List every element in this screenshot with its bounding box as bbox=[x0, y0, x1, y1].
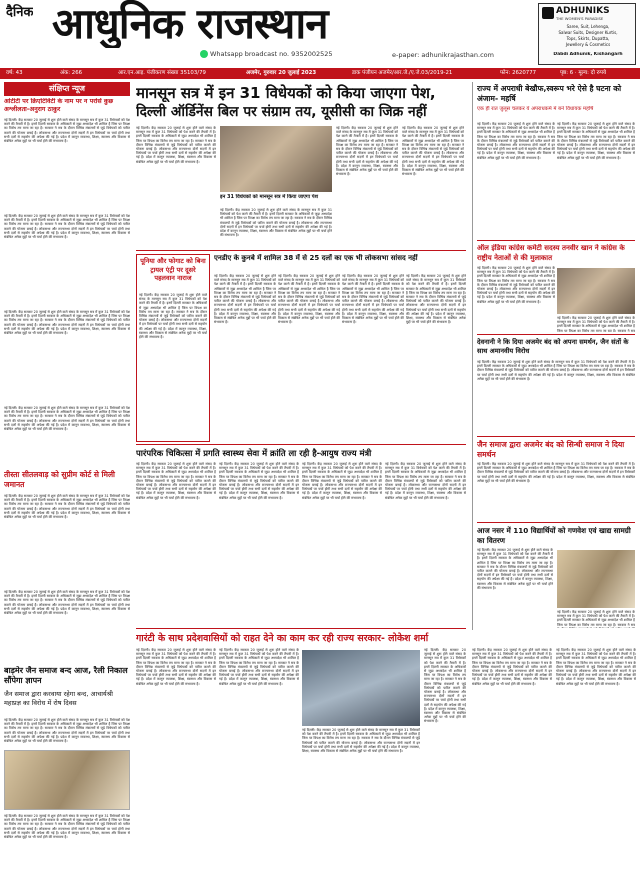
article-text: नई दिल्ली। केंद्र सरकार 20 जुलाई से शुरू होने वाले संसद के मानसून सत्र में कुल 31 विधेयकों को पेश करने की तैयारी में है। इनमें दिल्ली सरकार के अधिकारों से जुड़ा अध्यादेश भी शामिल है जिस पर विपक्ष का विरोध तय माना जा रहा है। सरकार ने सत्र के दौरान विभिन्न मंत्रालयों से जुड़े विधेयकों को पारित कराने की योजना बनाई है। लोकसभा और राज्यसभा दोनों सदनों में इन विधेयकों पर चर्चा होगी तथा सभी दलों से सहयोग की अपेक्षा की गई है। प्रदेश में कानून व्यवस्था, शिक्षा, स्वास्थ्य और विकास से संबंधित अनेक मुद्दों पर भी चर्चा होने की संभावना है। bbox=[4, 406, 130, 432]
divider bbox=[136, 628, 466, 629]
right-headline-4: जैन समाज द्वारा अजमेर बंद को सिन्धी समाज ने दिया समर्थन bbox=[477, 440, 625, 459]
article-text: नई दिल्ली। केंद्र सरकार 20 जुलाई से शुरू होने वाले संसद के मानसून सत्र में कुल 31 विधेयकों को पेश करने की तैयारी में है। इनमें दिल्ली सरकार के अधिकारों से जुड़ा अध्यादेश भी शामिल है जिस पर विपक्ष का विरोध तय माना जा रहा है। सरकार ने सत्र के दौरान विभिन्न मंत्रालयों से जुड़े विधेयकों को पारित कराने की योजना बनाई है। लोकसभा और राज्यसभा दोनों सदनों में इन विधेयकों पर चर्चा होगी तथा सभी दलों से सहयोग की अपेक्षा की गई है। प्रदेश में कानून व्यवस्था, शिक्षा, स्वास्थ्य और विकास से संबंधित अनेक मुद्दों पर भी चर्चा होने की संभावना है। bbox=[4, 590, 130, 616]
left-headline-3: बाड़मेर जैन समाज बन्द आज, रैली निकाल सौंपेगा ज्ञापन bbox=[4, 666, 128, 685]
health-headline: पारंपरिक चिकित्सा में प्रगति स्वास्थ्य सेवा में क्रांति ला रही है-आयुष राज्य मंत्री bbox=[136, 448, 372, 458]
bottom-article-text: नई दिल्ली। केंद्र सरकार 20 जुलाई से शुरू होने वाले संसद के मानसून सत्र में कुल 31 विधेयकों को पेश करने की तैयारी में है। इनमें दिल्ली सरकार के अधिकारों से जुड़ा अध्यादेश भी शामिल है जिस पर विपक्ष का विरोध तय माना जा रहा है। सरकार ने सत्र के दौरान विभिन्न मंत्रालयों से जुड़े विधेयकों को पारित कराने की योजना बनाई है। लोकसभा और राज्यसभा दोनों सदनों में इन विधेयकों पर चर्चा होगी तथा सभी दलों से सहयोग की अपेक्षा की गई है। प्रदेश में कानून व्यवस्था, शिक्षा, स्वास्थ्य और विकास से संबंधित अनेक मुद्दों पर भी चर्चा होने की संभावना है। bbox=[302, 728, 420, 754]
right-headline-3: देवनानी ने कि दिया अजमेर बंद को अपना समर्थन, जैन संतों के साथ अमानवीय विरोध bbox=[477, 338, 629, 355]
bottom-article-text: नई दिल्ली। केंद्र सरकार 20 जुलाई से शुरू होने वाले संसद के मानसून सत्र में कुल 31 विधेयकों को पेश करने की तैयारी में है। इनमें दिल्ली सरकार के अधिकारों से जुड़ा अध्यादेश भी शामिल है जिस पर विपक्ष का विरोध तय माना जा रहा है। सरकार ने सत्र के दौरान विभिन्न मंत्रालयों से जुड़े विधेयकों को पारित कराने की योजना बनाई है। लोकसभा और राज्यसभा दोनों सदनों में इन विधेयकों पर चर्चा होगी तथा सभी दलों से सहयोग की अपेक्षा की गई है। प्रदेश में कानून व्यवस्था, शिक्षा, स्वास्थ्य और विकास से संबंधित अनेक मुद्दों पर भी चर्चा होने की संभावना है। bbox=[556, 648, 636, 686]
masthead-title: आधुनिक राजस्थान bbox=[52, 0, 328, 48]
lead-article-text: नई दिल्ली। केंद्र सरकार 20 जुलाई से शुरू होने वाले संसद के मानसून सत्र में कुल 31 विधेयकों को पेश करने की तैयारी में है। इनमें दिल्ली सरकार के अधिकारों से जुड़ा अध्यादेश भी शामिल है जिस पर विपक्ष का विरोध तय माना जा रहा है। सरकार ने सत्र के दौरान विभिन्न मंत्रालयों से जुड़े विधेयकों को पारित कराने की योजना बनाई है। लोकसभा और राज्यसभा दोनों सदनों में इन विधेयकों पर चर्चा होगी तथा सभी दलों से सहयोग की अपेक्षा की गई है। प्रदेश में कानून व्यवस्था, शिक्षा, स्वास्थ्य और विकास से संबंधित अनेक मुद्दों पर भी चर्चा होने की संभावना है। bbox=[136, 126, 216, 164]
left-column bbox=[4, 82, 130, 868]
right-subhead-1: एक ही रात जुलूस चलकर ये अपराधकर्म में बने विधायक महर्षि bbox=[477, 106, 594, 112]
lead-article-text: नई दिल्ली। केंद्र सरकार 20 जुलाई से शुरू होने वाले संसद के मानसून सत्र में कुल 31 विधेयकों को पेश करने की तैयारी में है। इनमें दिल्ली सरकार के अधिकारों से जुड़ा अध्यादेश भी शामिल है जिस पर विपक्ष का विरोध तय माना जा रहा है। सरकार ने सत्र के दौरान विभिन्न मंत्रालयों से जुड़े विधेयकों को पारित कराने की योजना बनाई है। लोकसभा और राज्यसभा दोनों सदनों में इन विधेयकों पर चर्चा होगी तथा सभी दलों से सहयोग की अपेक्षा की गई है। प्रदेश में कानून व्यवस्था, शिक्षा, स्वास्थ्य और विकास से संबंधित अनेक मुद्दों पर भी चर्चा होने की संभावना है। bbox=[402, 126, 464, 177]
divider bbox=[477, 436, 635, 437]
left-headline-1: ओटीटी पर क्रिएटिविटी के नाम पर न परोसें कुछ अश्लीलता-अनुराग ठाकुर bbox=[4, 98, 114, 113]
divider bbox=[136, 250, 466, 251]
nda-article-text: नई दिल्ली। केंद्र सरकार 20 जुलाई से शुरू होने वाले संसद के मानसून सत्र में कुल 31 विधेयकों को पेश करने की तैयारी में है। इनमें दिल्ली सरकार के अधिकारों से जुड़ा अध्यादेश भी शामिल है जिस पर विपक्ष का विरोध तय माना जा रहा है। सरकार ने सत्र के दौरान विभिन्न मंत्रालयों से जुड़े विधेयकों को पारित कराने की योजना बनाई है। लोकसभा और राज्यसभा दोनों सदनों में इन विधेयकों पर चर्चा होगी तथा सभी दलों से सहयोग की अपेक्षा की गई है। प्रदेश में कानून व्यवस्था, शिक्षा, स्वास्थ्य और विकास से संबंधित अनेक मुद्दों पर भी चर्चा होने की संभावना है। bbox=[278, 274, 340, 325]
article-text: नई दिल्ली। केंद्र सरकार 20 जुलाई से शुरू होने वाले संसद के मानसून सत्र में कुल 31 विधेयकों को पेश करने की तैयारी में है। इनमें दिल्ली सरकार के अधिकारों से जुड़ा अध्यादेश भी शामिल है जिस पर विपक्ष का विरोध तय माना जा रहा है। सरकार ने सत्र bbox=[557, 610, 635, 627]
poonia-headline: पूनिया और फोगाट को बिना ट्रायल एंट्री पर दूसरे पहलवान नाराज bbox=[140, 257, 206, 282]
article-text: नई दिल्ली। केंद्र सरकार 20 जुलाई से शुरू होने वाले संसद के मानसून सत्र में कुल 31 विधेयकों को पेश करने की तैयारी में है। इनमें दिल्ली सरकार के अधिकारों से जुड़ा अध्यादेश भी शामिल है जिस पर विपक्ष का विरोध तय माना जा रहा है। सरकार ने सत्र के दौरान विभिन्न मंत्रालयों से जुड़े विधेयकों को पारित कराने की योजना बनाई है। लोकसभा और राज्यसभा दोनों सदनों में इन विधेयकों पर चर्चा होगी तथा सभी दलों से सहयोग की अपेक्षा की गई है। प्रदेश में कानून व्यवस्था, शिक्षा, स्वास्थ्य और विकास से संबंधित अनेक मुद्दों पर भी चर्चा होने की संभावना है। bbox=[4, 814, 130, 840]
nda-article-text: नई दिल्ली। केंद्र सरकार 20 जुलाई से शुरू होने वाले संसद के मानसून सत्र में कुल 31 विधेयकों को पेश करने की तैयारी में है। इनमें दिल्ली सरकार के अधिकारों से जुड़ा अध्यादेश भी शामिल है जिस पर विपक्ष का विरोध तय माना जा रहा है। सरकार ने सत्र के दौरान विभिन्न मंत्रालयों से जुड़े विधेयकों को पारित कराने की योजना बनाई है। लोकसभा और राज्यसभा दोनों सदनों में इन विधेयकों पर चर्चा होगी तथा सभी दलों से सहयोग की अपेक्षा की गई है। प्रदेश में कानून व्यवस्था, शिक्षा, स्वास्थ्य और विकास से संबंधित अनेक मुद्दों पर भी चर्चा होने की संभावना है। bbox=[342, 274, 404, 325]
students-photo bbox=[557, 550, 635, 608]
bottom-article-text: नई दिल्ली। केंद्र सरकार 20 जुलाई से शुरू होने वाले संसद के मानसून सत्र में कुल 31 विधेयकों को पेश करने की तैयारी में है। इनमें दिल्ली सरकार के अधिकारों से जुड़ा अध्यादेश भी शामिल है जिस पर विपक्ष का विरोध तय माना जा रहा है। सरकार ने सत्र के दौरान विभिन्न मंत्रालयों से जुड़े विधेयकों को पारित कराने की योजना बनाई है। लोकसभा और राज्यसभा दोनों सदनों में इन विधेयकों पर चर्चा होगी तथा सभी दलों से सहयोग की अपेक्षा की गई है। प्रदेश में कानून व्यवस्था, शिक्षा, स्वास्थ्य और विकास से संबंधित अनेक मुद्दों पर भी चर्चा होने की संभावना है। bbox=[424, 648, 466, 724]
ad-line: Jewellery & Cosmetics bbox=[565, 42, 611, 47]
article-text: नई दिल्ली। केंद्र सरकार 20 जुलाई से शुरू होने वाले संसद के मानसून सत्र में कुल 31 विधेयकों को पेश करने की तैयारी में है। इनमें दिल्ली सरकार के अधिकारों से जुड़ा अध्यादेश भी शामिल है जिस पर विपक्ष का विरोध तय माना जा रहा है। सरकार ने सत्र के दौरान विभिन्न मंत्रालयों से जुड़े विधेयकों को पारित कराने की योजना बनाई है। लोकसभा और राज्यसभा दोनों सदनों में इन विधेयकों पर चर्चा होगी तथा सभी दलों से सहयोग की अपेक्षा की गई है। प्रदेश में कानून व्यवस्था, शिक्षा, स्वास्थ्य और विकास से संबंधित अनेक मुद्दों पर भी चर्चा होने की संभावना है। bbox=[477, 266, 555, 304]
article-text: नई दिल्ली। केंद्र सरकार 20 जुलाई से शुरू होने वाले संसद के मानसून सत्र में कुल 31 विधेयकों को पेश करने की तैयारी में है। इनमें दिल्ली सरकार के अधिकारों से जुड़ा अध्यादेश भी शामिल है जिस पर विपक्ष का विरोध तय माना जा रहा है। सरकार ने सत्र के दौरान विभिन्न मंत्रालयों से जुड़े विधेयकों को पारित कराने की योजना बनाई है। लोकसभा और राज्यसभा दोनों सदनों में इन विधेयकों पर चर्चा होगी तथा सभी दलों से सहयोग की अपेक्षा की गई है। प्रदेश में कानून व्यवस्था, शिक्षा, स्वास्थ्य और विकास से संबंधित अनेक मुद्दों पर भी चर्चा होने की संभावना है। bbox=[4, 494, 130, 520]
nda-headline: एनडीए के कुनबे में शामिल 38 में से 25 दलों का एक भी लोकसभा सांसद नहीं bbox=[214, 254, 418, 262]
lead-photo-caption: इन 31 विधेयकों को मानसून सत्र में किया जाएगा पेश bbox=[220, 194, 318, 200]
ad-line: Salwar Suits, Designer Kurtis, bbox=[558, 30, 618, 35]
left-subhead-3: जैन समाज द्वारा करवाया रहेगा बन्द, आचार्यश्री महाप्रज्ञ का विरोध में रोष दिवस bbox=[4, 690, 113, 707]
masthead-whatsapp: Whatsapp broadcast no. 9352002525 bbox=[200, 50, 333, 58]
divider bbox=[477, 240, 635, 241]
dateline-pages: पृष्ठ: 6 · मूल्य: दो रुपये bbox=[560, 70, 607, 76]
article-text: नई दिल्ली। केंद्र सरकार 20 जुलाई से शुरू होने वाले संसद के मानसून सत्र में कुल 31 विधेयकों को पेश करने की तैयारी में है। इनमें दिल्ली सरकार के अधिकारों से जुड़ा अध्यादेश भी शामिल है जिस पर विपक्ष का विरोध तय माना जा रहा है। सरकार ने सत्र के दौरान विभिन्न मंत्रालयों से जुड़े विधेयकों को पारित कराने की योजना बनाई है। लोकसभा और राज्यसभा दोनों सदनों में इन विधेयकों पर चर्चा होगी तथा सभी दलों से सहयोग की अपेक्षा की गई है। प्रदेश में कानून व्यवस्था, शिक्षा, स्वास्थ्य और विकास से संबंधित अनेक मुद्दों पर भी चर्चा होने की संभावना है। bbox=[477, 360, 635, 381]
dateline-phone: फोन: 2620777 bbox=[500, 70, 537, 76]
lead-article-text: नई दिल्ली। केंद्र सरकार 20 जुलाई से शुरू होने वाले संसद के मानसून सत्र में कुल 31 विधेयकों को पेश करने की तैयारी में है। इनमें दिल्ली सरकार के अधिकारों से जुड़ा अध्यादेश भी शामिल है जिस पर विपक्ष का विरोध तय माना जा रहा है। सरकार ने सत्र के दौरान विभिन्न मंत्रालयों से जुड़े विधेयकों को पारित कराने की योजना बनाई है। लोकसभा और राज्यसभा दोनों सदनों में इन विधेयकों पर चर्चा होगी तथा सभी दलों से सहयोग की अपेक्षा की गई है। प्रदेश में कानून व्यवस्था, शिक्षा, स्वास्थ्य और विकास से संबंधित अनेक मुद्दों पर भी चर्चा होने की संभावना है। bbox=[336, 126, 398, 177]
article-text: नई दिल्ली। केंद्र सरकार 20 जुलाई से शुरू होने वाले संसद के मानसून सत्र में कुल 31 विधेयकों को पेश करने की तैयारी में है। इनमें दिल्ली सरकार के अधिकारों से जुड़ा अध्यादेश भी शामिल है जिस पर विपक्ष का विरोध तय माना जा रहा है। सरकार ने सत्र के दौरान विभिन्न मंत्रालयों से जुड़े विधेयकों को पारित कराने की योजना बनाई है। लोकसभा और राज्यसभा दोनों सदनों में इन विधेयकों पर चर्चा होगी तथा सभी दलों से सहयोग की अपेक्षा की गई है। प्रदेश में कानून व्यवस्था, शिक्षा, स्वास्थ्य और विकास से संबंधित अनेक मुद्दों पर भी चर्चा होने की संभावना है। bbox=[557, 122, 635, 160]
bottom-article-text: नई दिल्ली। केंद्र सरकार 20 जुलाई से शुरू होने वाले संसद के मानसून सत्र में कुल 31 विधेयकों को पेश करने की तैयारी में है। इनमें दिल्ली सरकार के अधिकारों से जुड़ा अध्यादेश भी शामिल है जिस पर विपक्ष का विरोध तय माना जा रहा है। सरकार ने सत्र के दौरान विभिन्न मंत्रालयों से जुड़े विधेयकों को पारित कराने की योजना बनाई है। लोकसभा और राज्यसभा दोनों सदनों में इन विधेयकों पर चर्चा होगी तथा सभी दलों से सहयोग की अपेक्षा की गई है। प्रदेश में कानून व्यवस्था, शिक्षा, स्वास्थ्य और विकास से संबंधित अनेक मुद्दों पर भी चर्चा होने की संभावना है। bbox=[136, 648, 216, 686]
nda-article-text: नई दिल्ली। केंद्र सरकार 20 जुलाई से शुरू होने वाले संसद के मानसून सत्र में कुल 31 विधेयकों को पेश करने की तैयारी में है। इनमें दिल्ली सरकार के अधिकारों से जुड़ा अध्यादेश भी शामिल है जिस पर विपक्ष का विरोध तय माना जा रहा है। सरकार ने सत्र के दौरान विभिन्न मंत्रालयों से जुड़े विधेयकों को पारित कराने की योजना बनाई है। लोकसभा और राज्यसभा दोनों सदनों में इन विधेयकों पर चर्चा होगी तथा सभी दलों से सहयोग की अपेक्षा की गई है। प्रदेश में कानून व्यवस्था, शिक्षा, स्वास्थ्य और विकास से संबंधित अनेक मुद्दों पर भी चर्चा होने की संभावना है। bbox=[406, 274, 466, 325]
divider bbox=[477, 334, 635, 335]
nda-article-text: नई दिल्ली। केंद्र सरकार 20 जुलाई से शुरू होने वाले संसद के मानसून सत्र में कुल 31 विधेयकों को पेश करने की तैयारी में है। इनमें दिल्ली सरकार के अधिकारों से जुड़ा अध्यादेश भी शामिल है जिस पर विपक्ष का विरोध तय माना जा रहा है। सरकार ने सत्र के दौरान विभिन्न मंत्रालयों से जुड़े विधेयकों को पारित कराने की योजना बनाई है। लोकसभा और राज्यसभा दोनों सदनों में इन विधेयकों पर चर्चा होगी तथा सभी दलों से सहयोग की अपेक्षा की गई है। प्रदेश में कानून व्यवस्था, शिक्षा, स्वास्थ्य और विकास से संबंधित अनेक मुद्दों पर भी चर्चा होने की संभावना है। bbox=[214, 274, 276, 325]
congress-meeting-photo bbox=[557, 268, 635, 314]
article-text: नई दिल्ली। केंद्र सरकार 20 जुलाई से शुरू होने वाले संसद के मानसून सत्र में कुल 31 विधेयकों को पेश करने की तैयारी में है। इनमें दिल्ली सरकार के अधिकारों से जुड़ा अध्यादेश भी शामिल है जिस पर विपक्ष का विरोध तय माना जा रहा है। सरकार ने सत्र के दौरान विभिन्न मंत्रालयों से जुड़े विधेयकों को पारित कराने की योजना बनाई है। लोकसभा और राज्यसभा दोनों सदनों में इन विधेयकों पर चर्चा होगी तथा सभी दलों से सहयोग की अपेक्षा की गई है। प्रदेश में कानून व्यवस्था, शिक्षा, स्वास्थ्य और विकास से संबंधित अनेक मुद्दों पर भी चर्चा होने की संभावना है। bbox=[4, 718, 130, 744]
event-photo bbox=[302, 650, 420, 726]
ad-sub: THE WOMEN'S PARADISE bbox=[556, 16, 604, 21]
health-article-text: नई दिल्ली। केंद्र सरकार 20 जुलाई से शुरू होने वाले संसद के मानसून सत्र में कुल 31 विधेयकों को पेश करने की तैयारी में है। इनमें दिल्ली सरकार के अधिकारों से जुड़ा अध्यादेश भी शामिल है जिस पर विपक्ष का विरोध तय माना जा रहा है। सरकार ने सत्र के दौरान विभिन्न मंत्रालयों से जुड़े विधेयकों को पारित कराने की योजना बनाई है। लोकसभा और राज्यसभा दोनों सदनों में इन विधेयकों पर चर्चा होगी तथा सभी दलों से सहयोग की अपेक्षा की गई है। प्रदेश में कानून व्यवस्था, शिक्षा, स्वास्थ्य और विकास से संबंधित अनेक मुद्दों पर भी चर्चा होने की संभावना है। bbox=[219, 462, 299, 500]
parliament-photo bbox=[220, 126, 332, 192]
dateline-bar bbox=[0, 68, 640, 79]
article-text: नई दिल्ली। केंद्र सरकार 20 जुलाई से शुरू होने वाले संसद के मानसून सत्र में कुल 31 विधेयकों को पेश करने की तैयारी में है। इनमें दिल्ली सरकार के अधिकारों से जुड़ा अध्यादेश भी शामिल है जिस पर विपक्ष का विरोध तय माना जा रहा है। सरकार ने सत्र के दौरान विभिन्न मंत्रालयों से जुड़े विधेयकों को पारित कराने की योजना बनाई है। लोकसभा और राज्यसभा दोनों सदनों में इन विधेयकों पर चर्चा होगी तथा सभी दलों से सहयोग की अपेक्षा की गई है। प्रदेश में कानून व्यवस्था, शिक्षा, स्वास्थ्य और विकास से संबंधित अनेक मुद्दों पर भी चर्चा होने की संभावना है। bbox=[477, 548, 553, 590]
ad-line: Tops, Skirts, Dupatta, bbox=[566, 36, 610, 41]
dateline-date: अजमेर, गुरुवार 20 जुलाई 2023 bbox=[246, 70, 317, 76]
divider bbox=[136, 444, 466, 445]
poonia-box bbox=[136, 254, 210, 442]
lead-headline-line1: मानसून सत्र में इन 31 विधेयकों को किया जाएगा पेश, bbox=[136, 84, 436, 102]
whatsapp-icon bbox=[200, 50, 208, 58]
health-article-text: नई दिल्ली। केंद्र सरकार 20 जुलाई से शुरू होने वाले संसद के मानसून सत्र में कुल 31 विधेयकों को पेश करने की तैयारी में है। इनमें दिल्ली सरकार के अधिकारों से जुड़ा अध्यादेश भी शामिल है जिस पर विपक्ष का विरोध तय माना जा रहा है। सरकार ने सत्र के दौरान विभिन्न मंत्रालयों से जुड़े विधेयकों को पारित कराने की योजना बनाई है। लोकसभा और राज्यसभा दोनों सदनों में इन विधेयकों पर चर्चा होगी तथा सभी दलों से सहयोग की अपेक्षा की गई है। प्रदेश में कानून व्यवस्था, शिक्षा, स्वास्थ्य और विकास से संबंधित अनेक मुद्दों पर भी चर्चा होने की संभावना है। bbox=[136, 462, 216, 500]
masthead-small-top: दैनिक bbox=[6, 5, 34, 20]
bottom-headline: गारंटी के साथ प्रदेशवासियों को राहत देने का काम कर रही राज्य सरकार- लोकेश शर्मा bbox=[136, 633, 429, 644]
brief-news-box: संक्षिप्त न्यूज bbox=[4, 82, 130, 96]
article-text: नई दिल्ली। केंद्र सरकार 20 जुलाई से शुरू होने वाले संसद के मानसून सत्र में कुल 31 विधेयकों को पेश करने की तैयारी में है। इनमें दिल्ली सरकार के अधिकारों से जुड़ा अध्यादेश भी शामिल है जिस पर विपक्ष का विरोध तय माना जा रहा है। सरकार ने सत्र के दौरान विभिन्न मंत्रालयों से जुड़े विधेयकों को पारित कराने की योजना बनाई है। लोकसभा और राज्यसभा दोनों सदनों में इन विधेयकों पर चर्चा होगी तथा सभी दलों से सहयोग की अपेक्षा की गई है। प्रदेश में कानून व्यवस्था, शिक्षा, स्वास्थ्य और विकास से संबंधित अनेक मुद्दों पर भी चर्चा होने की संभावना है। bbox=[4, 118, 130, 144]
health-article-text: नई दिल्ली। केंद्र सरकार 20 जुलाई से शुरू होने वाले संसद के मानसून सत्र में कुल 31 विधेयकों को पेश करने की तैयारी में है। इनमें दिल्ली सरकार के अधिकारों से जुड़ा अध्यादेश भी शामिल है जिस पर विपक्ष का विरोध तय माना जा रहा है। सरकार ने सत्र के दौरान विभिन्न मंत्रालयों से जुड़े विधेयकों को पारित कराने की योजना बनाई है। लोकसभा और राज्यसभा दोनों सदनों में इन विधेयकों पर चर्चा होगी तथा सभी दलों से सहयोग की अपेक्षा की गई है। प्रदेश में कानून व्यवस्था, शिक्षा, स्वास्थ्य और विकास से संबंधित अनेक मुद्दों पर भी चर्चा होने की संभावना है। bbox=[385, 462, 466, 500]
ad-brand: ADHUNIKS bbox=[556, 6, 610, 16]
dateline-postal: डाक पंजीयन अजमेर/आर.जे./ए.जे.03/2019-21 bbox=[352, 70, 453, 76]
article-text: नई दिल्ली। केंद्र सरकार 20 जुलाई से शुरू होने वाले संसद के मानसून सत्र में कुल 31 विधेयकों को पेश करने की तैयारी में है। इनमें दिल्ली सरकार के अधिकारों से जुड़ा अध्यादेश भी शामिल है जिस पर विपक्ष का विरोध तय माना जा रहा है। सरकार ने सत्र के दौरान विभिन्न मंत्रालयों से जुड़े विधेयकों को पारित कराने की योजना बनाई है। लोकसभा और राज्यसभा दोनों सदनों में इन विधेयकों पर चर्चा होगी तथा सभी दलों से सहयोग की अपेक्षा की गई है। प्रदेश में कानून व्यवस्था, शिक्षा, स्वास्थ्य और विकास से संबंधित अनेक मुद्दों पर भी चर्चा होने की संभावना है। bbox=[4, 310, 130, 336]
dateline-issue: अंक: 266 bbox=[60, 70, 83, 76]
dateline-vol: वर्ष: 43 bbox=[6, 70, 23, 76]
right-column bbox=[472, 82, 636, 630]
lead-article-text: नई दिल्ली। केंद्र सरकार 20 जुलाई से शुरू होने वाले संसद के मानसून सत्र में कुल 31 विधेयकों को पेश करने की तैयारी में है। इनमें दिल्ली सरकार के अधिकारों से जुड़ा अध्यादेश भी शामिल है जिस पर विपक्ष का विरोध तय माना जा रहा है। सरकार ने सत्र के दौरान विभिन्न मंत्रालयों से जुड़े विधेयकों को पारित कराने की योजना बनाई है। लोकसभा और राज्यसभा दोनों सदनों में इन विधेयकों पर चर्चा होगी तथा सभी दलों से सहयोग की अपेक्षा की गई है। प्रदेश में कानून व्यवस्था, शिक्षा, स्वास्थ्य और विकास से संबंधित अनेक मुद्दों पर भी चर्चा होने की संभावना है। bbox=[220, 208, 332, 238]
ad-line: Dabdi Adhunik, Kishangarh bbox=[553, 52, 623, 57]
ad-box bbox=[538, 3, 636, 65]
bottom-article-text: नई दिल्ली। केंद्र सरकार 20 जुलाई से शुरू होने वाले संसद के मानसून सत्र में कुल 31 विधेयकों को पेश करने की तैयारी में है। इनमें दिल्ली सरकार के अधिकारों से जुड़ा अध्यादेश भी शामिल है जिस पर विपक्ष का विरोध तय माना जा रहा है। सरकार ने सत्र के दौरान विभिन्न मंत्रालयों से जुड़े विधेयकों को पारित कराने की योजना बनाई है। लोकसभा और राज्यसभा दोनों सदनों में इन विधेयकों पर चर्चा होगी तथा सभी दलों से सहयोग की अपेक्षा की गई है। प्रदेश में कानून व्यवस्था, शिक्षा, स्वास्थ्य और विकास से संबंधित अनेक मुद्दों पर भी चर्चा होने की संभावना है। bbox=[219, 648, 299, 686]
article-text: नई दिल्ली। केंद्र सरकार 20 जुलाई से शुरू होने वाले संसद के मानसून सत्र में कुल 31 विधेयकों को पेश करने की तैयारी में है। इनमें दिल्ली सरकार के अधिकारों से जुड़ा अध्यादेश भी शामिल है जिस पर विपक्ष का विरोध तय माना जा रहा है। सरकार ने सत्र bbox=[557, 316, 635, 332]
left-headline-2: तीस्ता सीतलवाड़ को सुप्रीम कोर्ट से मिली जमानत bbox=[4, 470, 115, 489]
ad-logo-icon bbox=[542, 7, 554, 19]
poonia-article-text: नई दिल्ली। केंद्र सरकार 20 जुलाई से शुरू होने वाले संसद के मानसून सत्र में कुल 31 विधेयकों को पेश करने की तैयारी में है। इनमें दिल्ली सरकार के अधिकारों से जुड़ा अध्यादेश भी शामिल है जिस पर विपक्ष का विरोध तय माना जा रहा है। सरकार ने सत्र के दौरान विभिन्न मंत्रालयों से जुड़े विधेयकों को पारित कराने की योजना बनाई है। लोकसभा और राज्यसभा दोनों सदनों में इन विधेयकों पर चर्चा होगी तथा सभी दलों से सहयोग की अपेक्षा की गई है। प्रदेश में कानून व्यवस्था, शिक्षा, स्वास्थ्य और विकास से संबंधित अनेक मुद्दों पर भी चर्चा होने की संभावना है। bbox=[139, 293, 207, 340]
masthead bbox=[0, 0, 640, 68]
health-article-text: नई दिल्ली। केंद्र सरकार 20 जुलाई से शुरू होने वाले संसद के मानसून सत्र में कुल 31 विधेयकों को पेश करने की तैयारी में है। इनमें दिल्ली सरकार के अधिकारों से जुड़ा अध्यादेश भी शामिल है जिस पर विपक्ष का विरोध तय माना जा रहा है। सरकार ने सत्र के दौरान विभिन्न मंत्रालयों से जुड़े विधेयकों को पारित कराने की योजना बनाई है। लोकसभा और राज्यसभा दोनों सदनों में इन विधेयकों पर चर्चा होगी तथा सभी दलों से सहयोग की अपेक्षा की गई है। प्रदेश में कानून व्यवस्था, शिक्षा, स्वास्थ्य और विकास से संबंधित अनेक मुद्दों पर भी चर्चा होने की संभावना है। bbox=[302, 462, 382, 500]
jain-poster-image bbox=[4, 750, 130, 810]
lead-headline-line2: दिल्ली ऑर्डिनेंस बिल पर संग्राम तय, यूसीसी का जिक्र नहीं bbox=[136, 104, 427, 120]
right-headline-5: आज नसर में 110 विद्यार्थियों को गणवेश एवं खाद्य सामग्री का वितरण bbox=[477, 526, 631, 545]
ad-line: Saree, Suit, Lehenga, bbox=[566, 24, 610, 29]
article-text: नई दिल्ली। केंद्र सरकार 20 जुलाई से शुरू होने वाले संसद के मानसून सत्र में कुल 31 विधेयकों को पेश करने की तैयारी में है। इनमें दिल्ली सरकार के अधिकारों से जुड़ा अध्यादेश भी शामिल है जिस पर विपक्ष का विरोध तय माना जा रहा है। सरकार ने सत्र के दौरान विभिन्न मंत्रालयों से जुड़े विधेयकों को पारित कराने की योजना बनाई है। लोकसभा और राज्यसभा दोनों सदनों में इन विधेयकों पर चर्चा होगी तथा सभी दलों से सहयोग की अपेक्षा की गई है। प्रदेश में कानून व्यवस्था, शिक्षा, स्वास्थ्य और विकास से संबंधित अनेक मुद्दों पर भी चर्चा होने की संभावना है। bbox=[477, 462, 635, 483]
bottom-article-text: नई दिल्ली। केंद्र सरकार 20 जुलाई से शुरू होने वाले संसद के मानसून सत्र में कुल 31 विधेयकों को पेश करने की तैयारी में है। इनमें दिल्ली सरकार के अधिकारों से जुड़ा अध्यादेश भी शामिल है जिस पर विपक्ष का विरोध तय माना जा रहा है। सरकार ने सत्र के दौरान विभिन्न मंत्रालयों से जुड़े विधेयकों को पारित कराने की योजना बनाई है। लोकसभा और राज्यसभा दोनों सदनों में इन विधेयकों पर चर्चा होगी तथा सभी दलों से सहयोग की अपेक्षा की गई है। प्रदेश में कानून व्यवस्था, शिक्षा, स्वास्थ्य और विकास से संबंधित अनेक मुद्दों पर भी चर्चा होने की संभावना है। bbox=[472, 648, 552, 686]
right-headline-2: ऑल इंडिया कांग्रेस कमेटी सदस्य तनवीर खान ने कांग्रेस के राष्ट्रीय नेताओं से की मुलाकात bbox=[477, 244, 625, 262]
article-text: नई दिल्ली। केंद्र सरकार 20 जुलाई से शुरू होने वाले संसद के मानसून सत्र में कुल 31 विधेयकों को पेश करने की तैयारी में है। इनमें दिल्ली सरकार के अधिकारों से जुड़ा अध्यादेश भी शामिल है जिस पर विपक्ष का विरोध तय माना जा रहा है। सरकार ने सत्र के दौरान विभिन्न मंत्रालयों से जुड़े विधेयकों को पारित कराने की योजना बनाई है। लोकसभा और राज्यसभा दोनों सदनों में इन विधेयकों पर चर्चा होगी तथा सभी दलों से सहयोग की अपेक्षा की गई है। प्रदेश में कानून व्यवस्था, शिक्षा, स्वास्थ्य और विकास से संबंधित अनेक मुद्दों पर भी चर्चा होने की संभावना है। bbox=[477, 122, 555, 160]
article-text: नई दिल्ली। केंद्र सरकार 20 जुलाई से शुरू होने वाले संसद के मानसून सत्र में कुल 31 विधेयकों को पेश करने की तैयारी में है। इनमें दिल्ली सरकार के अधिकारों से जुड़ा अध्यादेश भी शामिल है जिस पर विपक्ष का विरोध तय माना जा रहा है। सरकार ने सत्र के दौरान विभिन्न मंत्रालयों से जुड़े विधेयकों को पारित कराने की योजना बनाई है। लोकसभा और राज्यसभा दोनों सदनों में इन विधेयकों पर चर्चा होगी तथा सभी दलों से सहयोग की अपेक्षा की गई है। प्रदेश में कानून व्यवस्था, शिक्षा, स्वास्थ्य और विकास से संबंधित अनेक मुद्दों पर भी चर्चा होने की संभावना है। bbox=[4, 214, 130, 240]
right-headline-1: राज्य में अपराधी बेखौफ,स्वरूप भरे ऐसे है घटना को अंजाम- महर्षि bbox=[477, 84, 622, 103]
divider bbox=[477, 522, 635, 523]
dateline-reg: आर.एन.आइ. पंजीकरण संख्या 35103/79 bbox=[118, 70, 206, 76]
masthead-epaper: e-paper: adhunikrajasthan.com bbox=[392, 51, 494, 59]
